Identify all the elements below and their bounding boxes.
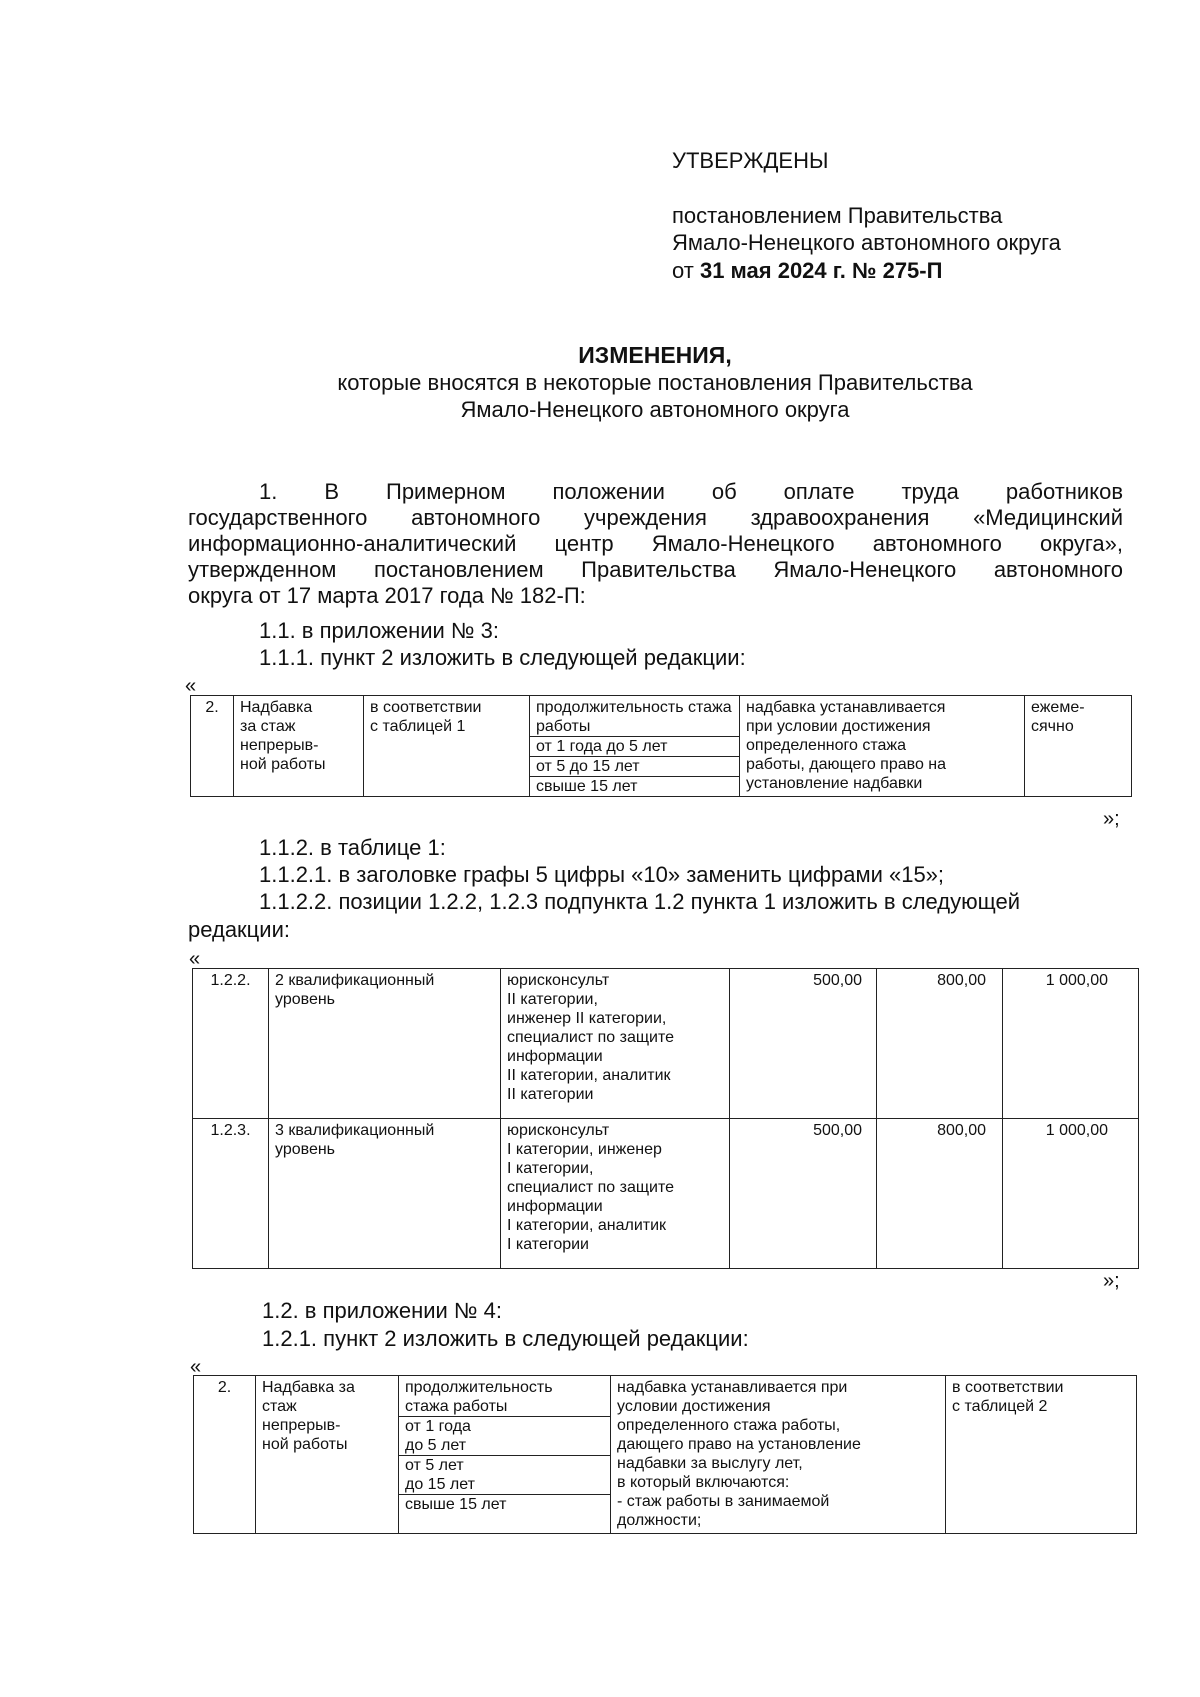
cell-number: 2. — [191, 696, 234, 797]
clause-1-2-1: 1.2.1. пункт 2 изложить в следующей редакции: — [262, 1326, 749, 1351]
duration-row: свыше 15 лет — [405, 1496, 507, 1513]
clause-1-1-1: 1.1.1. пункт 2 изложить в следующей редакции: — [259, 645, 746, 670]
clause-1-1-2-2-cont: редакции: — [188, 917, 290, 942]
clause-1-2: 1.2. в приложении № 4: — [262, 1298, 502, 1323]
approval-date-prefix: от — [672, 258, 694, 283]
cell-amount: в соответствии с таблицей 2 — [946, 1376, 1137, 1534]
cell-positions: юрисконсульт I категории, инженер I категории, специалист по защите информации I категории, аналитик I категории — [501, 1119, 730, 1269]
cell-value-1: 500,00 — [730, 969, 877, 1119]
clause-1-1-2-1: 1.1.2.1. в заголовке графы 5 цифры «10» заменить цифрами «15»; — [259, 862, 945, 887]
cell-amount: в соответствии с таблицей 1 — [364, 696, 530, 797]
duration-header: продолжительность стажа работы — [399, 1378, 610, 1417]
duration-row: от 5 лет до 15 лет — [399, 1456, 610, 1495]
table-1-positions — [192, 968, 1139, 1269]
duration-row: от 1 года до 5 лет — [399, 1417, 610, 1456]
approval-date: 31 мая 2024 г. № 275-П — [699, 258, 943, 283]
duration-row: свыше 15 лет — [536, 778, 638, 795]
cell-condition: надбавка устанавливается при условии достижения определенного стажа работы, дающего право на установление надбавки за выслугу лет, в который включаются: - стаж работы в занимаемой должности; — [611, 1376, 946, 1534]
cell-number: 2. — [194, 1376, 256, 1534]
cell-position-number: 1.2.2. — [193, 969, 269, 1119]
approval-line-3 — [672, 258, 942, 284]
intro-line: округа от 17 марта 2017 года № 182-П: — [188, 583, 586, 608]
cell-value-1: 500,00 — [730, 1119, 877, 1269]
heading-subtitle-1: которые вносятся в некоторые постановления Правительства — [337, 370, 973, 395]
approval-title: УТВЕРЖДЕНЫ — [672, 148, 829, 173]
duration-row: от 5 до 15 лет — [530, 757, 739, 777]
quote-close: »; — [1103, 1270, 1120, 1292]
table-row — [194, 1376, 1137, 1534]
table-row — [193, 1119, 1139, 1269]
duration-header: продолжительность стажа работы — [530, 698, 739, 737]
cell-allowance-name: Надбавка за стаж непрерыв- ной работы — [234, 696, 364, 797]
table-appendix-4-item-2 — [193, 1375, 1137, 1534]
cell-qualification-level: 2 квалификационный уровень — [269, 969, 501, 1119]
intro-line: 1. В Примерном положении об оплате труда работников — [259, 479, 1123, 504]
cell-positions: юрисконсульт II категории, инженер II категории, специалист по защите информации II категории, аналитик II категории — [501, 969, 730, 1119]
quote-open: « — [185, 675, 197, 697]
heading-title: ИЗМЕНЕНИЯ, — [578, 342, 732, 368]
cell-duration — [530, 696, 740, 797]
quote-open: « — [189, 948, 201, 970]
quote-open: « — [190, 1356, 202, 1378]
approval-line-2: Ямало-Ненецкого автономного округа — [672, 230, 1061, 255]
cell-period: ежеме- сячно — [1025, 696, 1132, 797]
quote-close: »; — [1103, 808, 1120, 830]
intro-line: утвержденном постановлением Правительства Ямало-Ненецкого автономного — [188, 557, 1123, 582]
approval-line-1: постановлением Правительства — [672, 203, 1003, 228]
duration-row: от 1 года до 5 лет — [530, 737, 739, 757]
clause-1-1: 1.1. в приложении № 3: — [259, 618, 499, 643]
intro-line: информационно-аналитический центр Ямало-Ненецкого автономного округа», — [188, 531, 1123, 556]
intro-paragraph — [188, 479, 1123, 609]
cell-value-2: 800,00 — [877, 969, 1003, 1119]
cell-position-number: 1.2.3. — [193, 1119, 269, 1269]
cell-condition: надбавка устанавливается при условии достижения определенного стажа работы, дающего право на установление надбавки — [740, 696, 1025, 797]
table-row — [191, 696, 1132, 797]
cell-value-3: 1 000,00 — [1003, 969, 1139, 1119]
cell-qualification-level: 3 квалификационный уровень — [269, 1119, 501, 1269]
clause-1-1-2-2: 1.1.2.2. позиции 1.2.2, 1.2.3 подпункта 1.2 пункта 1 изложить в следующей — [259, 889, 1020, 914]
intro-line: государственного автономного учреждения здравоохранения «Медицинский — [188, 505, 1123, 530]
cell-value-2: 800,00 — [877, 1119, 1003, 1269]
heading-subtitle-2: Ямало-Ненецкого автономного округа — [460, 397, 850, 422]
table-appendix-3-item-2 — [190, 695, 1132, 797]
cell-duration — [399, 1376, 611, 1534]
cell-allowance-name: Надбавка за стаж непрерыв- ной работы — [256, 1376, 399, 1534]
clause-1-1-2: 1.1.2. в таблице 1: — [259, 835, 446, 860]
table-row — [193, 969, 1139, 1119]
cell-value-3: 1 000,00 — [1003, 1119, 1139, 1269]
